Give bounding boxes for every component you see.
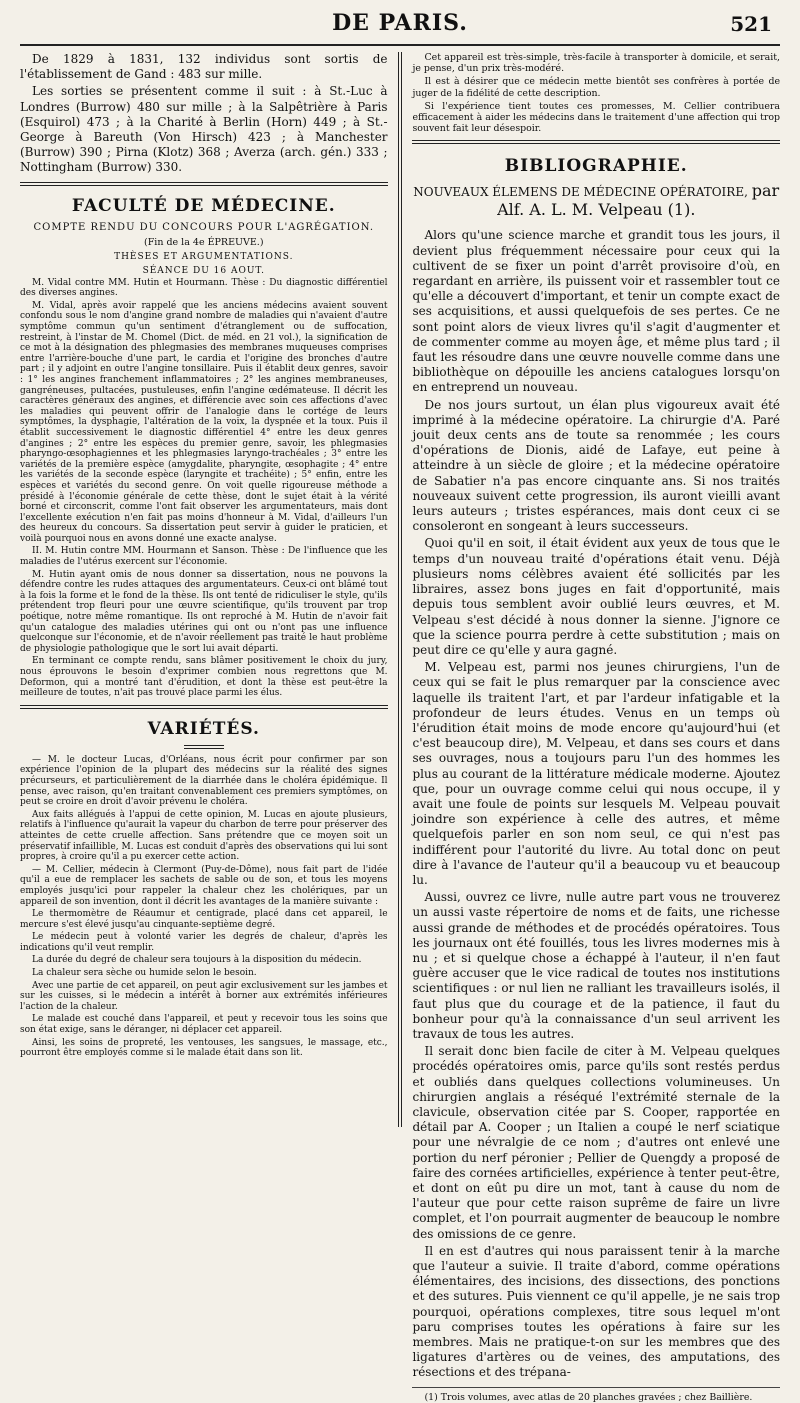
page-number: 521 (730, 12, 772, 36)
epreuve-note: (Fin de la 4e ÉPREUVE.) (143, 236, 264, 248)
faculte-subheading: COMPTE RENDU DU CONCOURS POUR L'AGRÉGATION. (33, 221, 375, 233)
review-paragraph: Quoi qu'il en soit, il était évident aux yeux de tous que le temps d'un nouveau traité d'opérations était venu. Déjà plusieurs noms célèbres avaient été sollicités par les libraires, assez bons juges en fait d'opportunité, mais depuis tous semblent avoir oublié leurs œuvres, et M. Velpeau s'est décidé à nous donner la sienne. J'ignore ce que la science pourra perdre à cette substitution ; mais on peut dire ce qu'elle y aura gagné. (412, 536, 780, 657)
article-paragraph: Le thermomètre de Réaumur et centigrade, placé dans cet appareil, le mercure s'est élevé jusqu'au cinquante-septième degré. (20, 909, 388, 930)
left-column (20, 52, 388, 1127)
stats-paragraph: De 1829 à 1831, 132 individus sont sortis de l'établissement de Gand : 483 sur mille. (20, 52, 388, 82)
review-paragraph: Il serait donc bien facile de citer à M. Velpeau quelques procédés opératoires omis, parce qu'ils sont restés perdus et oubliés dans quelques collections volumineuses. Un chirurgien anglais a réséqué l'extrémité sternale de la clavicule, observation citée par S. Cooper, rapportée en détail par A. Cooper ; un Italien a coupé le nerf sciatique pour une névralgie de ce nom ; d'autres ont enlevé une portion du nerf péronier ; Pellier de Quengdy a proposé de faire des cornées artificielles, expérience à tenter peut-être, et dont on eût pu dire un mot, tant à cause du nom de l'auteur que pour cette raison suprême de faire un livre complet, et l'on pourrait augmenter de beaucoup le nombre des omissions de ce genre. (412, 1044, 780, 1241)
article-paragraph: Avec une partie de cet appareil, on peut agir exclusivement sur les jambes et sur les cuisses, si le médecin a intérêt à borner aux extrémités inférieures l'action de la chaleur. (20, 980, 388, 1012)
work-author: par Alf. A. L. M. Velpeau (1). (497, 181, 780, 220)
section-separator (412, 140, 780, 144)
article-paragraph: M. Hutin ayant omis de nous donner sa dissertation, nous ne pouvons la défendre contre les rudes attaques des argumentateurs. Ceux-ci ont blâmé tout à la fois la forme et le fond de la thèse. Ils ont tenté de ridiculiser le style, qu'ils prétendent trop fleuri pour une œuvre scientifique, qu'ils trouvent par trop poétique, notre même romantique. Ils ont reproché à M. Hutin de n'avoir fait qu'un catalogue des maladies utérines qui ont ou n'ont pas une influence quelconque sur l'économie, et de n'avoir réellement pas traité le haut problème de physiologie pathologique que le sort lui avait départi. (20, 569, 388, 654)
article-paragraph: — M. le docteur Lucas, d'Orléans, nous écrit pour confirmer par son expérience l'opinion de la plupart des médecins sur la réalité des signes précurseurs, et particulièrement de la diarrhée dans le choléra épidémique. Il pense, avec raison, qu'en traitant convenablement ces premiers symptômes, on peut se croire en droit d'avoir prévenu le choléra. (20, 754, 388, 808)
article-paragraph: Il est à désirer que ce médecin mette bientôt ses confrères à portée de juger de la fidélité de cette description. (412, 76, 780, 99)
section-separator (20, 182, 388, 186)
stats-paragraph: Les sorties se présentent comme il suit : à St.-Luc à Londres (Burrow) 480 sur mille ; à la Salpêtrière à Paris (Esquirol) 473 ; à la Charité à Berlin (Horn) 449 ; à St.-George à Bareuth (Von Hirsch) 423 ; à Manchester (Burrow) 390 ; Pirna (Klotz) 368 ; Averza (arch. gén.) 333 ; Nottingham (Burrow) 330. (20, 84, 388, 175)
article-paragraph: Aux faits allégués à l'appui de cette opinion, M. Lucas en ajoute plusieurs, relatifs à l'influence qu'aurait la vapeur du charbon de terre pour préserver des atteintes de cette cruelle affection. Sans prétendre que ce moyen soit un préservatif infaillible, M. Lucas est conduit d'après des observations qui lui sont propres, à croire qu'il a pu exercer cette action. (20, 809, 388, 863)
article-paragraph: Ainsi, les soins de propreté, les ventouses, les sangsues, le massage, etc., pourront être employés comme si le malade était dans son lit. (20, 1037, 388, 1059)
review-paragraph: De nos jours surtout, un élan plus vigoureux avait été imprimé à la médecine opératoire. La chirurgie d'A. Paré jouit deux cents ans de toute sa renommée ; les cours d'opérations de Dionis, aidé de Lafaye, eut peine à atteindre à un siècle de gloire ; et la médecine opératoire de Sabatier n'a pas encore cinquante ans. Si nos traités nouveaux suivent cette progression, ils auront vieilli avant leurs auteurs ; tristes espérances, mais dont ceux ci se consoleront en songeant à leurs successeurs. (412, 397, 780, 534)
review-paragraph: Alors qu'une science marche et grandit tous les jours, il devient plus fréquemment nécessaire pour ceux qui la cultivent de se fixer un point d'arrêt provisoire d'où, en regardant en arrière, ils puissent voir et rassembler tout ce qu'elle a découvert d'important, et tenir un compte exact de ses acquisitions, et aussi quelquefois de ses pertes. Ce ne sont point alors de vieux livres qu'il s'agit d'augmenter et de commenter comme au moyen âge, et même plus tard ; il faut les résoudre dans une œuvre nouvelle comme dans une bibliothèque on dépouille les anciens catalogues lorsqu'on en entreprend un nouveau. (412, 228, 780, 395)
work-title-text: NOUVEAUX ÉLEMENS DE MÉDECINE OPÉRATOIRE, (413, 185, 748, 200)
article-paragraph: — M. Cellier, médecin à Clermont (Puy-de-Dôme), nous fait part de l'idée qu'il a eue de remplacer les sachets de sable ou de son, et tous les moyens employés jusqu'ici pour rappeler la chaleur chez les cholériques, par un appareil de son invention, dont il décrit les avantages de la manière suivante : (20, 864, 388, 907)
article-paragraph: M. Vidal contre MM. Hutin et Hourmann. Thèse : Du diagnostic différentiel des diverses angines. (20, 277, 388, 299)
reviewed-work-title (412, 182, 780, 220)
varietes-heading: VARIÉTÉS. (147, 718, 260, 739)
article-paragraph: Si l'expérience tient toutes ces promesses, M. Cellier contribuera efficacement à aider les médecins dans le traitement d'une affection qui trop souvent fait leur désespoir. (412, 100, 780, 135)
article-paragraph: Cet appareil est très-simple, très-facile à transporter à domicile, et serait, je pense, d'un prix très-modéré. (412, 52, 780, 75)
running-title: DE PARIS. (332, 10, 468, 36)
columns (20, 52, 780, 1403)
article-paragraph: En terminant ce compte rendu, sans blâmer positivement le choix du jury, nous éprouvons le besoin d'exprimer combien nous regrettons que M. Deformon, qui a montré tant d'érudition, et dont la thèse est peut-être la meilleure de toutes, n'ait pas trouvé place parmi les élus. (20, 656, 388, 699)
article-paragraph: M. Vidal, après avoir rappelé que les anciens médecins avaient souvent confondu sous le nom d'angine grand nombre de maladies qui n'avaient d'autre symptôme commun qu'un sentiment d'étranglement ou de suffocation, restreint, à l'instar de M. Chomel (Dict. de méd. en 21 vol.), la signification de ce mot à la désignation des phlegmasies des membranes muqueuses comprises entre l'arrière-bouche d'une part, le cardia et l'origine des bronches d'autre part ; il y adjoint en outre l'angine tonsillaire. Puis il établit deux genres, savoir : 1° les angines franchement inflammatoires ; 2° les angines membraneuses, gangréneuses, pultacées, pustuleuses, enfin l'angine œdémateuse. Il décrit les caractères généraux des angines, et différencie avec soin ces affections d'avec les maladies qui peuvent offrir de l'analogie dans le cortége de leurs symptômes, la dysphagie, l'altération de la voix, la dyspnée et la toux. Puis il établit successivement le diagnostic différentiel 4° entre les deux genres d'angines ; 2° entre les espèces du premier genre, savoir, les phlegmasies pharyngo-œsophagiennes et les phlegmasies laryngo-trachéales ; 3° entre les variétés de la première espèce (amygdalite, pharyngite, œsophagite ; 4° entre les variétés de la seconde espèce (laryngite et trachéite) ; 5° enfin, entre les espèces et variétés du second genre. On voit quelle rigoureuse méthode a présidé à l'économie générale de cette thèse, dont le sujet était à la vérité borné et circonscrit, comme l'ont fait observer les argumentateurs, mais dont l'excellente exécution n'en fait pas moins d'honneur à M. Vidal, d'ailleurs l'un des heureux du concours. Sa dissertation peut servir à guider le praticien, et voilà pourquoi nous en avons donné une exacte analyse. (20, 300, 388, 544)
review-paragraph: Il en est d'autres qui nous paraissent tenir à la marche que l'auteur a suivie. Il traite d'abord, comme opérations élémentaires, des incisions, des dissections, des ponctions et des sutures. Puis viennent ce qu'il appelle, je ne sais trop pourquoi, opérations complexes, titre sous lequel m'ont paru comprises toutes les opérations à faire sur les membres. Mais ne pratique-t-on sur les membres que des ligatures d'artères ou de veines, des amputations, des résections et des trépana- (412, 1243, 780, 1380)
article-paragraph: Le médecin peut à volonté varier les degrés de chaleur, d'après les indications qu'il veut remplir. (20, 932, 388, 953)
footnote: (1) Trois volumes, avec atlas de 20 planches gravées ; chez Baillière. (412, 1387, 780, 1403)
section-separator (20, 705, 388, 709)
review-paragraph: Aussi, ouvrez ce livre, nulle autre part vous ne trouverez un aussi vaste répertoire de noms et de faits, une richesse aussi grande de méthodes et de procédés opératoires. Tous les journaux ont été fouillés, tous les livres modernes mis à nu ; et si quelque chose a échappé à l'auteur, il n'en faut guère accuser que le vice radical de toutes nos institutions scientifiques : or nul lien ne ralliant les travailleurs isolés, il faut plus que du courage et de la patience, il faut du bonheur pour qu'à la connaissance d'un seul arrivent les travaux de tous les autres. (412, 890, 780, 1041)
masthead (20, 0, 780, 46)
article-paragraph: II. M. Hutin contre MM. Hourmann et Sanson. Thèse : De l'influence que les maladies de l'utérus exercent sur l'économie. (20, 546, 388, 568)
article-paragraph: La chaleur sera sèche ou humide selon le besoin. (32, 968, 257, 979)
article-paragraph: Le malade est couché dans l'appareil, et peut y recevoir tous les soins que son état exige, sans le déranger, ni déplacer cet appareil. (20, 1014, 388, 1036)
faculte-heading: FACULTÉ DE MÉDECINE. (71, 195, 336, 216)
bibliographie-heading: BIBLIOGRAPHIE. (504, 156, 688, 177)
column-rule (398, 52, 403, 1127)
right-column (412, 52, 780, 1403)
review-paragraph: M. Velpeau est, parmi nos jeunes chirurgiens, l'un de ceux qui se fait le plus remarquer par la conscience avec laquelle ils traitent l'art, et par l'ardeur infatigable et la profondeur de leurs études. Venus en un temps où l'érudition était moins de mode encore qu'aujourd'hui (et c'est beaucoup dire), M. Velpeau, et dans ses cours et dans ses ouvrages, nous a toujours paru l'un des hommes les plus au courant de la littérature médicale moderne. Ajoutez que, pour un ouvrage comme celui qui nous occupe, il y avait une foule de points sur lesquels M. Velpeau pouvait joindre son expérience à celle des autres, et même quelquefois parler en son nom seul, ce qui n'est pas indifférent pour l'autorité du livre. Au total donc on peut dire à l'avance de l'auteur qu'il a beaucoup vu et beaucoup lu. (412, 660, 780, 887)
section-separator (184, 745, 224, 749)
theses-heading: THÈSES ET ARGUMENTATIONS. (114, 251, 294, 262)
seance-date: SÉANCE DU 16 AOUT. (142, 265, 265, 276)
article-paragraph: La durée du degré de chaleur sera toujours à la disposition du médecin. (32, 955, 362, 966)
